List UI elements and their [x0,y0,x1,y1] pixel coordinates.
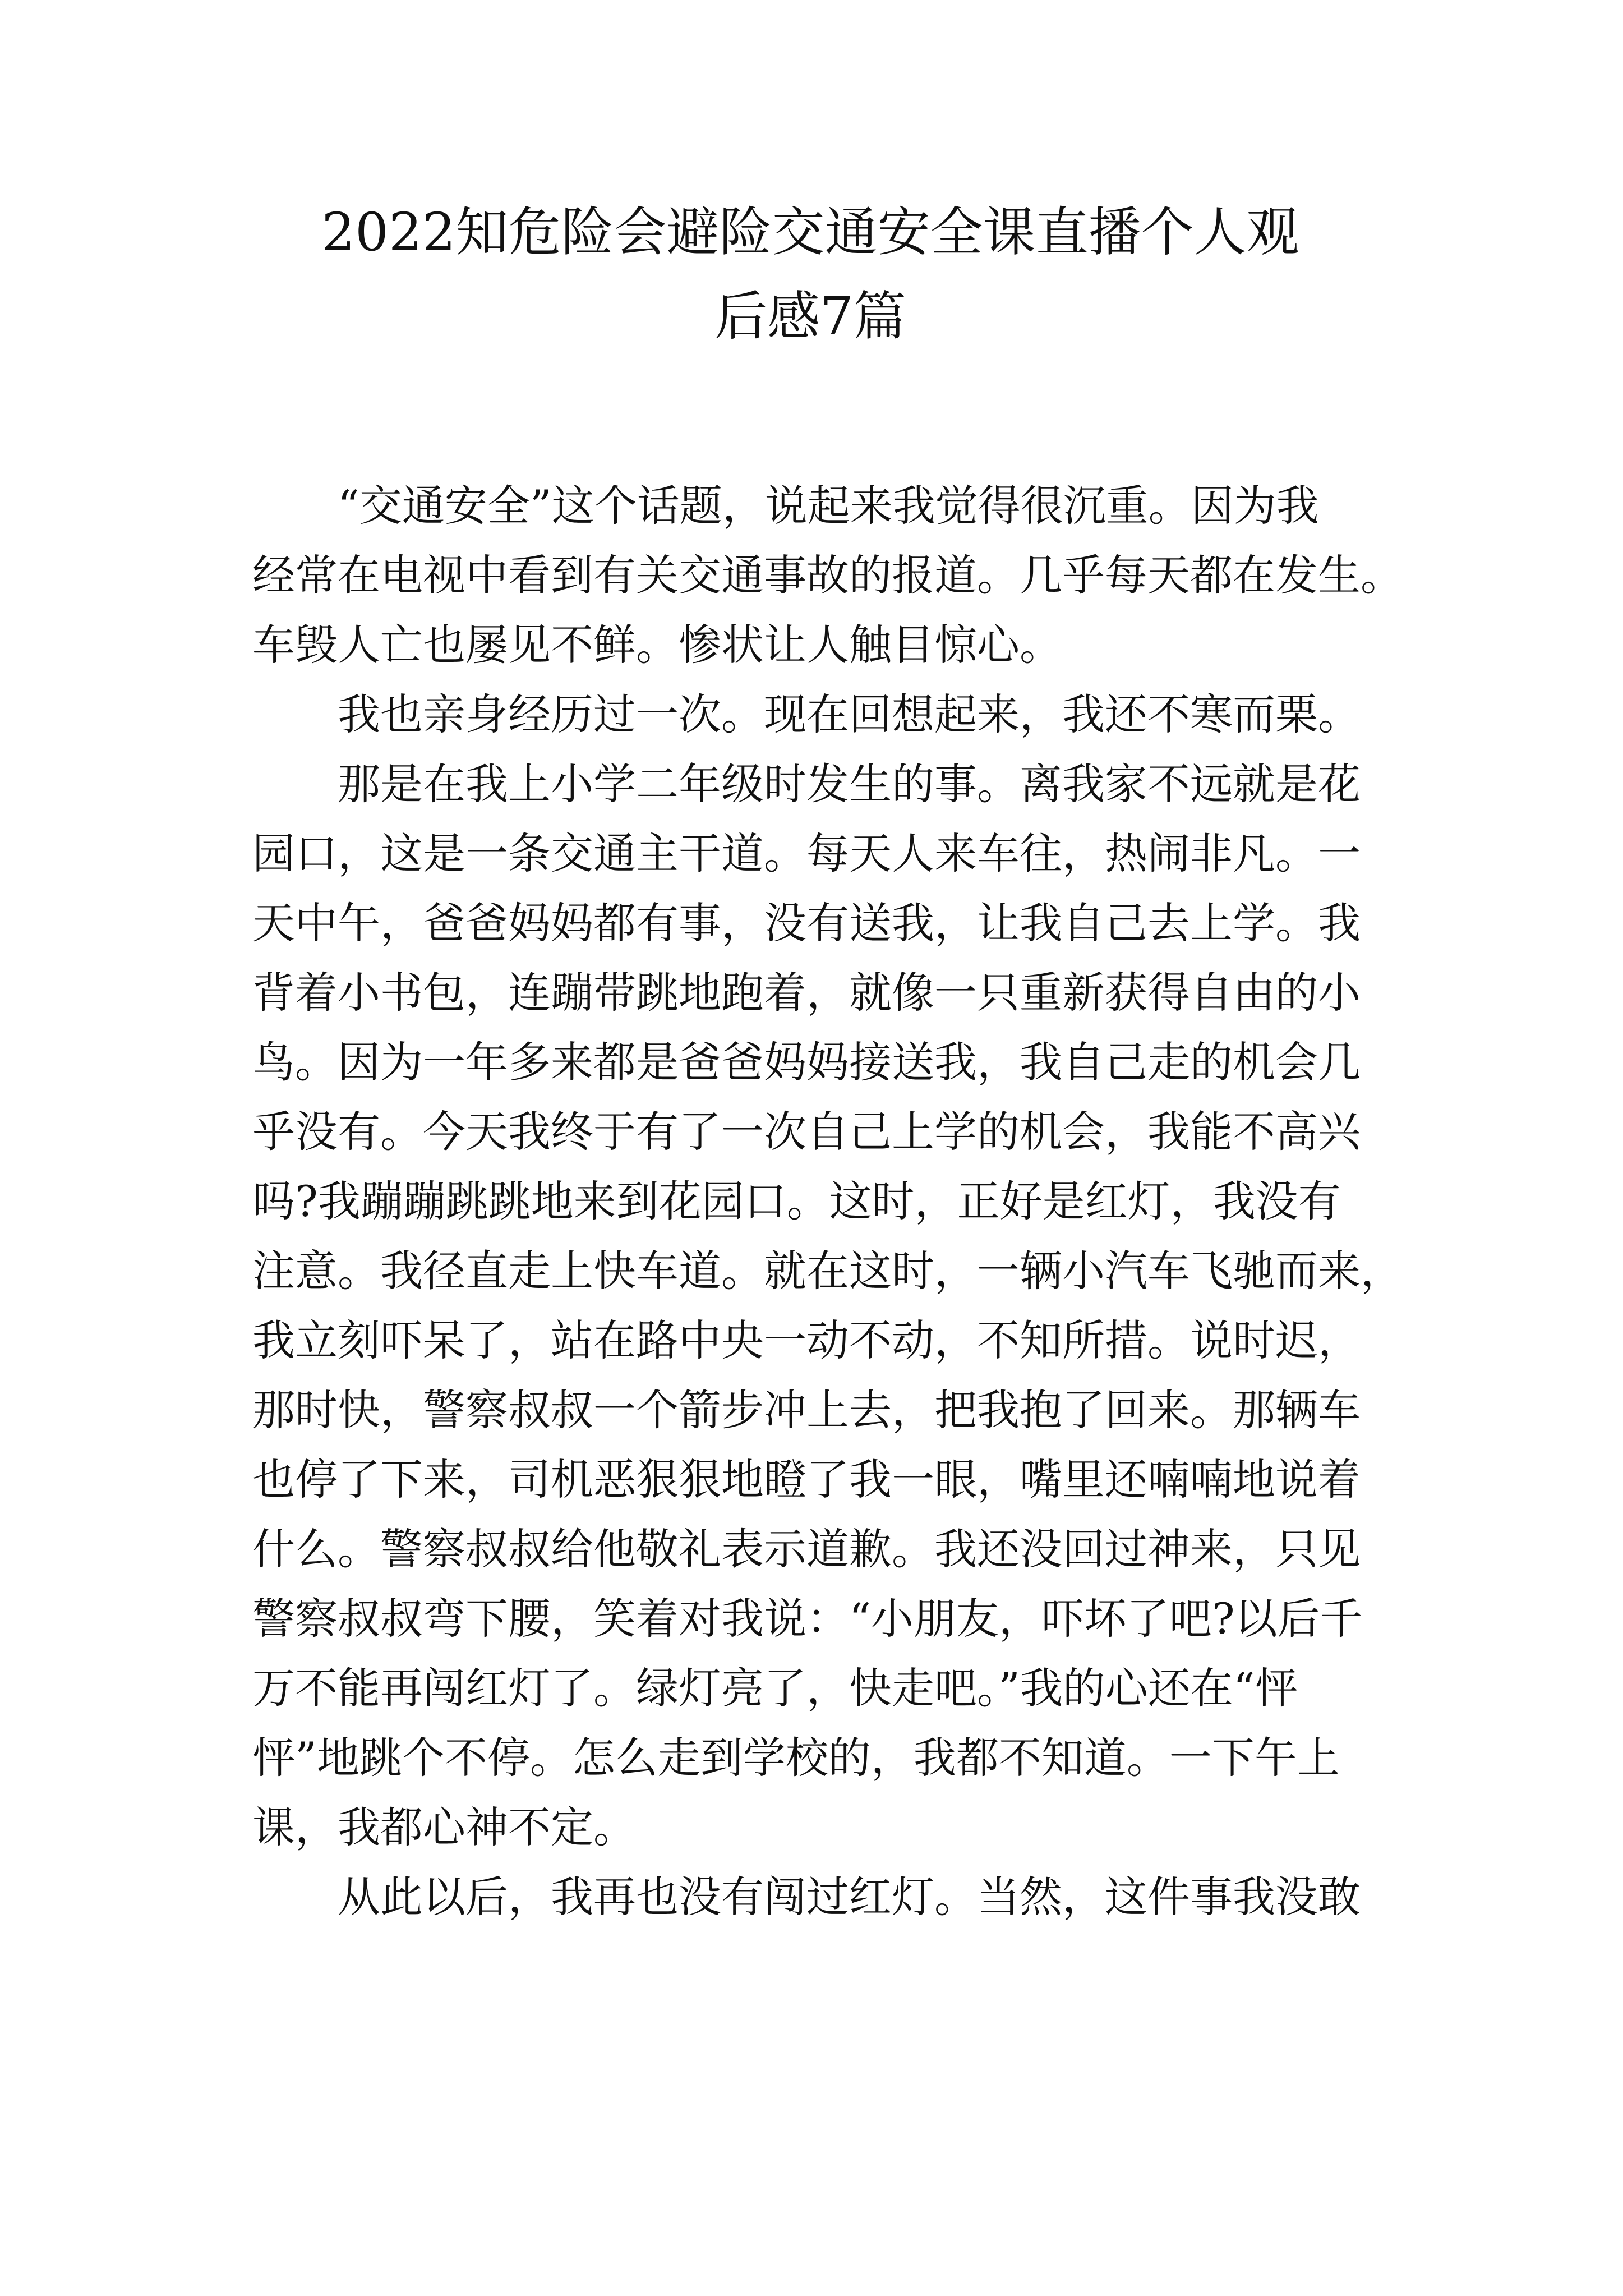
body-line: 背着小书包，连蹦带跳地跑着，就像一只重新获得自由的小 [252,968,1361,1018]
body-line: 车毁人亡也屡见不鲜。惨状让人触目惊心。 [252,620,1062,670]
body-line: 园口，这是一条交通主干道。每天人来车往，热闹非凡。一 [252,829,1361,878]
body-line: 从此以后，我再也没有闯过红灯。当然，这件事我没敢 [338,1872,1361,1922]
body-line: 我立刻吓呆了，站在路中央一动不动，不知所措。说时迟， [252,1315,1361,1365]
body-line: 那时快，警察叔叔一个箭步冲上去，把我抱了回来。那辆车 [252,1385,1361,1435]
body-line: 万不能再闯红灯了。绿灯亮了，快走吧。”我的心还在“怦 [252,1663,1298,1713]
body-line: 吗?我蹦蹦跳跳地来到花园口。这时，正好是红灯，我没有 [252,1176,1341,1226]
document-body [252,471,1403,1932]
body-line: 乎没有。今天我终于有了一次自己上学的机会，我能不高兴 [252,1107,1361,1157]
body-line: 天中午，爸爸妈妈都有事，没有送我，让我自己去上学。我 [252,898,1361,948]
body-line: 怦”地跳个不停。怎么走到学校的，我都不知道。一下午上 [252,1733,1340,1783]
document-title [213,191,1408,359]
body-line: 我也亲身经历过一次。现在回想起来，我还不寒而栗。 [338,689,1361,739]
title-line-2: 后感7篇 [714,286,906,347]
body-line: 也停了下来，司机恶狠狠地瞪了我一眼，嘴里还喃喃地说着 [252,1455,1361,1504]
body-line: 课，我都心神不定。 [252,1802,636,1852]
body-line: 经常在电视中看到有关交通事故的报道。几乎每天都在发生。 [252,550,1403,600]
body-line: 警察叔叔弯下腰，笑着对我说：“小朋友，吓坏了吧?以后千 [252,1594,1363,1644]
title-line-1: 2022知危险会避险交通安全课直播个人观 [321,202,1299,263]
body-line: “交通安全”这个话题，说起来我觉得很沉重。因为我 [338,481,1319,531]
body-line: 注意。我径直走上快车道。就在这时，一辆小汽车飞驰而来， [252,1246,1403,1296]
body-line: 鸟。因为一年多来都是爸爸妈妈接送我，我自己走的机会几 [252,1037,1361,1087]
body-line: 什么。警察叔叔给他敬礼表示道歉。我还没回过神来，只见 [252,1524,1361,1574]
body-line: 那是在我上小学二年级时发生的事。离我家不远就是花 [338,759,1361,809]
